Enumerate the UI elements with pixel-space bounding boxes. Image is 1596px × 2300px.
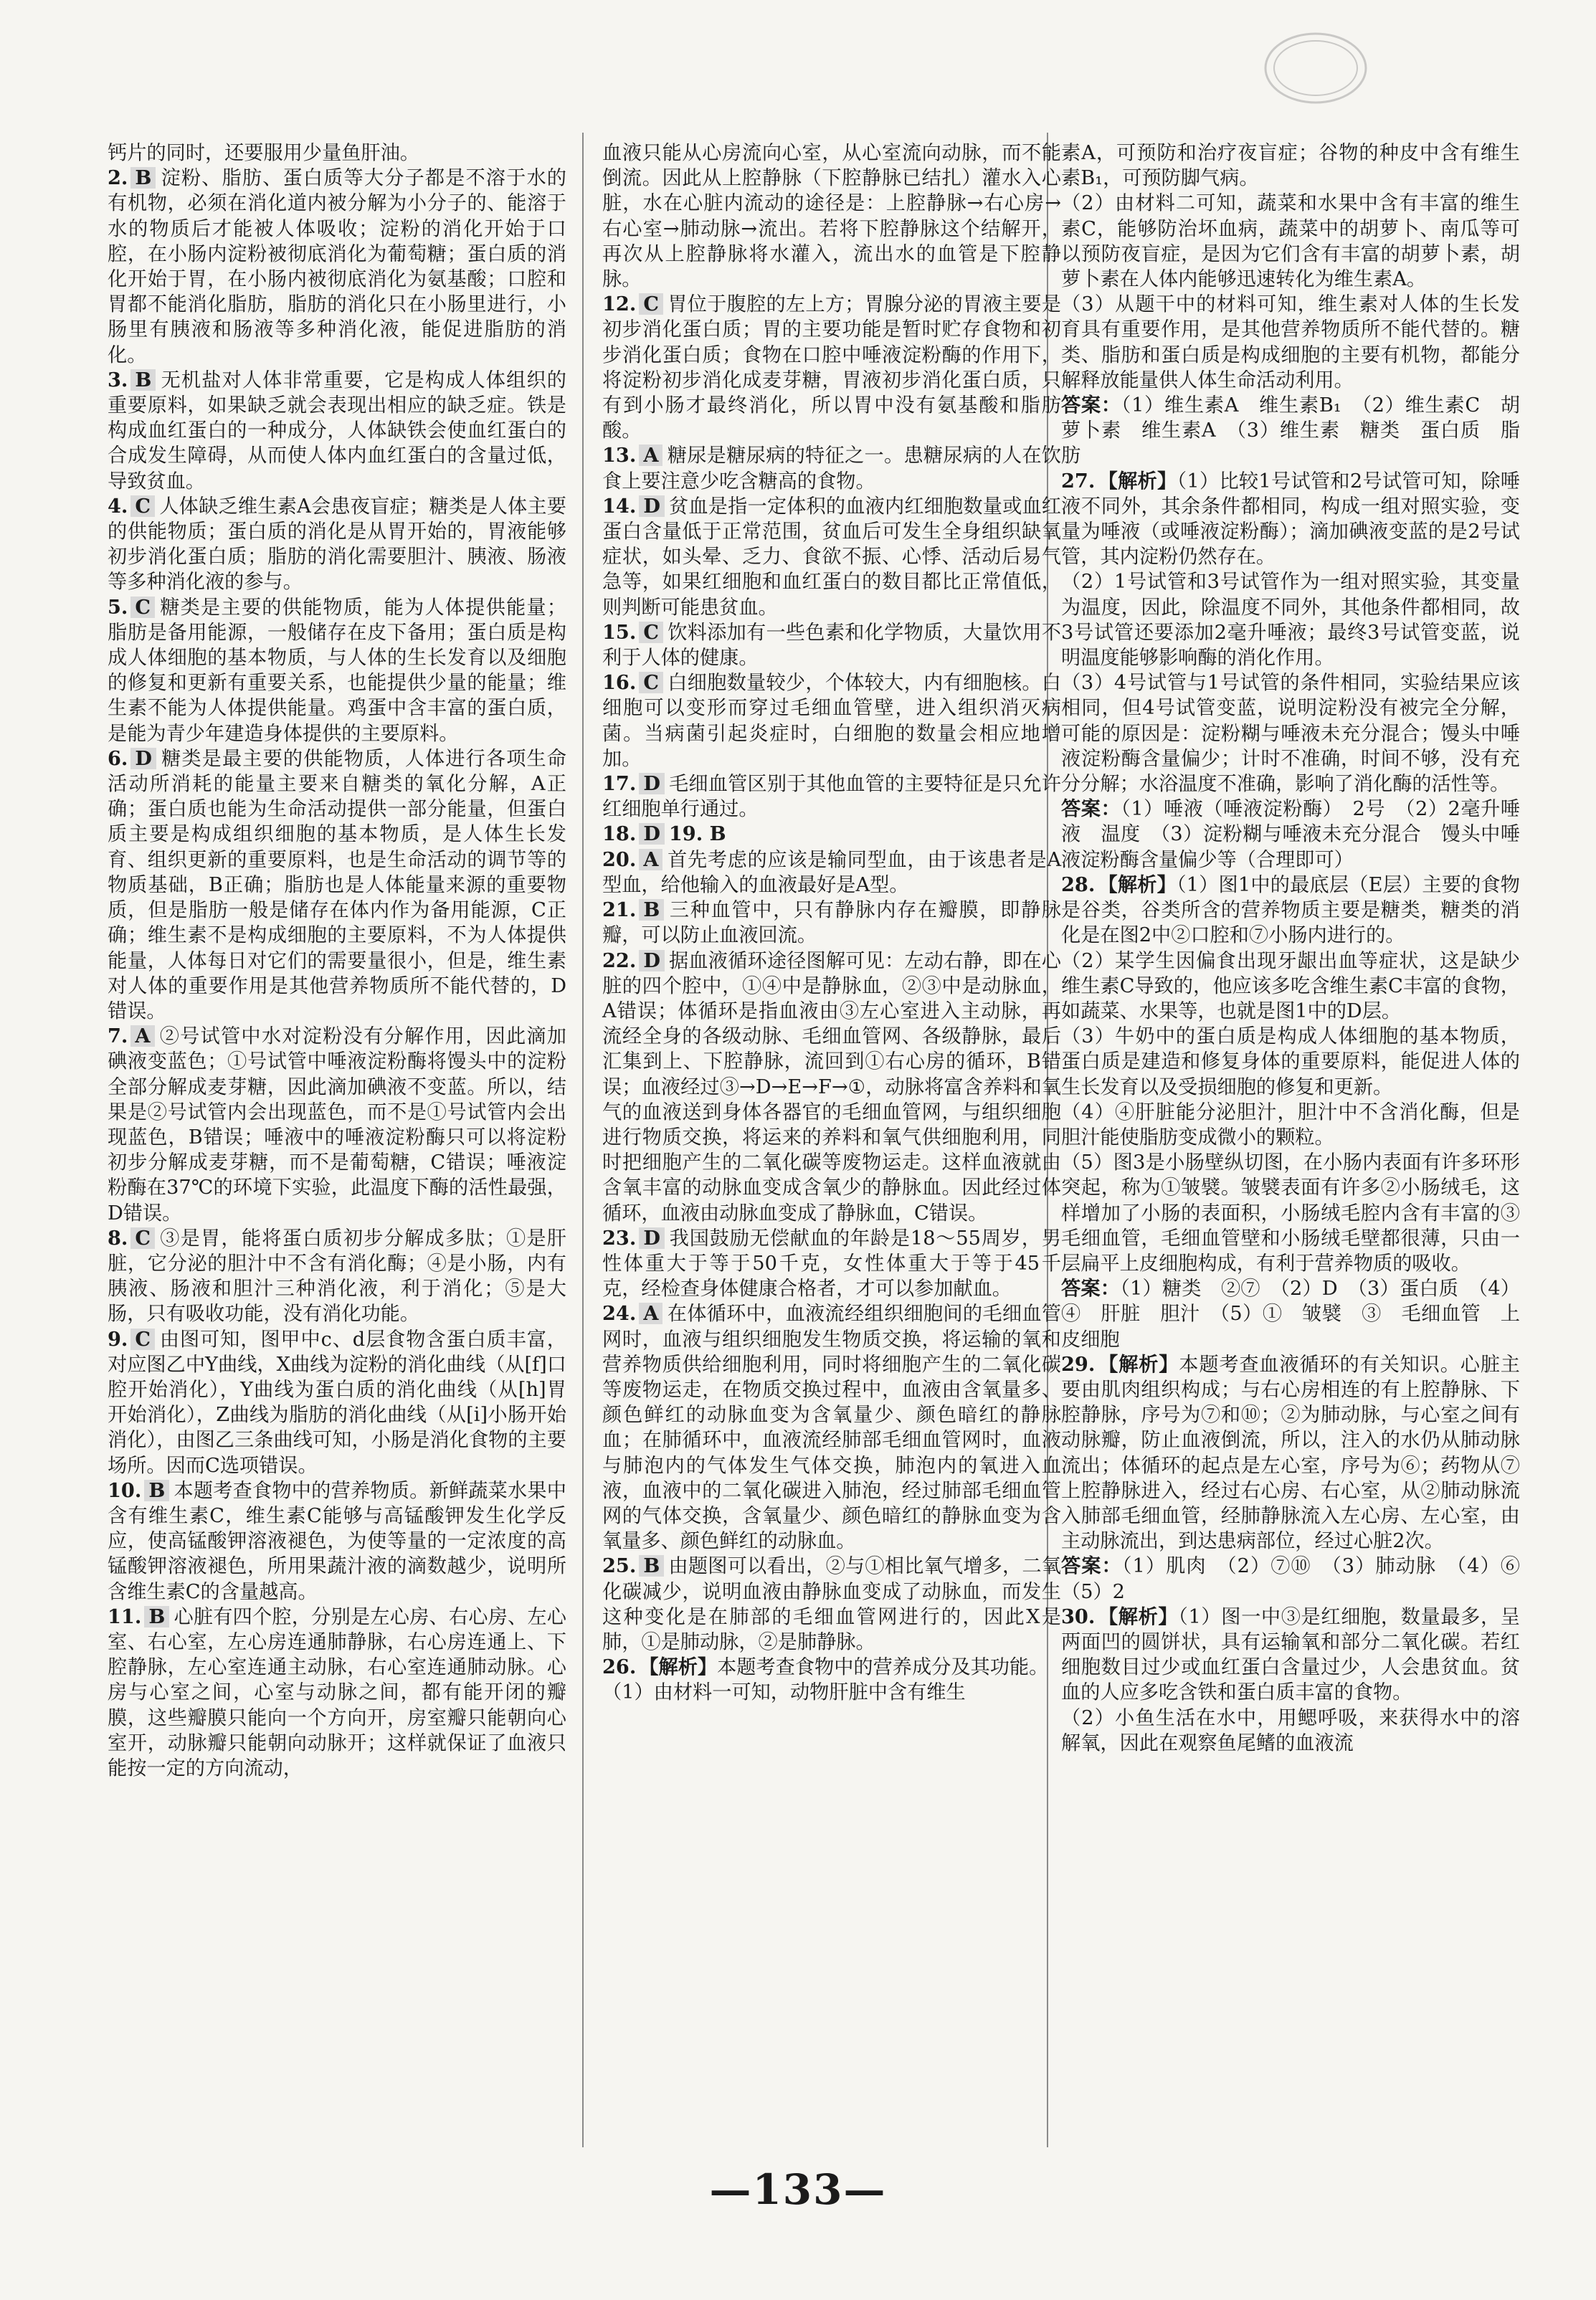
- answer-choice: A: [130, 1025, 154, 1047]
- column-2: [602, 141, 1061, 1706]
- answer-entry: [1061, 1706, 1520, 1756]
- answer-entry: [1061, 797, 1520, 873]
- answer-text: （1）糖类 ②⑦ （2）D （3）蛋白质 （4）④ 肝脏 胆汁 （5）① 皱襞 ③ 毛细血管 上皮细胞: [1061, 1278, 1520, 1351]
- answer-text: 本题考查食物中的营养成分及其功能。: [717, 1656, 1049, 1679]
- answer-text: 胃位于腹腔的左上方；胃腺分泌的胃液主要是初步消化蛋白质；胃的主要功能是暂时贮存食物和初步消化蛋白质；食物在口腔中唾液淀粉酶的作用下，将淀粉初步消化成麦芽糖，胃液初步消化蛋白质，只有到小肠才最终消化，所以胃中没有氨基酸和脂肪酸。: [602, 293, 1061, 442]
- question-number: 9.: [108, 1327, 128, 1351]
- answer-choice: D: [130, 748, 156, 769]
- answer-entry: [108, 1327, 566, 1478]
- answer-text: 据血液循环途径图解可见：左动右静，即在心脏的四个腔中，①④中是静脉血，②③中是动脉血，A错误；体循环是指血液由③左心室进入主动脉，再流经全身的各级动脉、毛细血管网、各级静脉，最后汇集到上、下腔静脉，流回到①右心房的循环，B错误；血液经过③→D→E→F→①，动脉将富含养料和氧气的血液送到身体各器官的毛细血管网，与组织细胞进行物质交换，将运来的养料和氧气供细胞利用，同时把细胞产生的二氧化碳等废物运走。这样血液就由含氧丰富的动脉血变成含氧少的静脉血。因此经过体循环，血液由动脉血变成了静脉血，C错误。: [602, 949, 1061, 1225]
- answer-text: （1）肌肉 （2）⑦⑩ （3）肺动脉 （4）⑥ （5）2: [1061, 1555, 1540, 1603]
- question-number: 11.: [108, 1605, 142, 1628]
- question-number: 5.: [108, 595, 128, 619]
- answer-entry: [602, 822, 1061, 847]
- answer-entry: [602, 847, 1061, 898]
- answer-text: 人体缺乏维生素A会患夜盲症；糖类是人体主要的供能物质；蛋白质的消化是从胃开始的，胃液能够初步消化蛋白质；脂肪的消化需要胆汁、胰液、肠液等多种消化液的参与。: [108, 495, 566, 594]
- answer-entry: [1061, 191, 1520, 292]
- answer-entry: [1061, 141, 1520, 191]
- question-number: 23.: [602, 1226, 637, 1250]
- answer-text: 糖类是主要的供能物质，能为人体提供能量；脂肪是备用能源，一般储存在皮下备用；蛋白质是构成人体细胞的基本物质，与人体的生长发育以及细胞的修复和更新有重要关系，也能提供少量的能量；维生素不能为人体提供能量。鸡蛋中含丰富的蛋白质，是能为青少年建造身体提供的主要原料。: [108, 596, 566, 745]
- answer-entry: [1061, 1100, 1520, 1150]
- answer-text: 淀粉、脂肪、蛋白质等大分子都是不溶于水的有机物，必须在消化道内被分解为小分子的、能溶于水的物质后才能被人体吸收；淀粉的消化开始于口腔，在小肠内淀粉被彻底消化为葡萄糖；蛋白质的消化开始于胃，在小肠内被彻底消化为氨基酸；口腔和胃都不能消化脂肪，脂肪的消化只在小肠里进行，小肠里有胰液和肠液等多种消化液，能促进脂肪的消化。: [108, 167, 566, 366]
- answer-choice: D: [639, 773, 665, 794]
- answer-entry: [602, 1301, 1061, 1554]
- answer-entry: [1061, 469, 1520, 570]
- answer-text: 无机盐对人体非常重要，它是构成人体组织的重要原料，如果缺乏就会表现出相应的缺乏症。铁是构成血红蛋白的一种成分，人体缺铁会使血红蛋白的合成发生障碍，从而使人体内血红蛋白的含量过低，导致贫血。: [108, 369, 566, 493]
- answer-text: （3）4号试管与1号试管的条件相同，实验结果应该相同，但4号试管变蓝，说明淀粉没有被完全分解，可能的原因是：淀粉糊与唾液未充分混合；馒头中唾液淀粉酶含量偏少；计时不准确，时间不够，没有充分分解；水浴温度不准确，影响了消化酶的活性等。: [1061, 672, 1520, 796]
- answer-text: 首先考虑的应该是输同型血，由于该患者是A型血，给他输入的血液最好是A型。: [602, 848, 1061, 896]
- answer-label: 【解析】: [639, 1655, 718, 1679]
- answer-text: ②号试管中水对淀粉没有分解作用，因此滴加碘液变蓝色；①号试管中唾液淀粉酶将馒头中的淀粉全部分解成麦芽糖，因此滴加碘液不变蓝。所以，结果是②号试管内会出现蓝色，而不是①号试管内会出现蓝色，B错误；唾液中的唾液淀粉酶只可以将淀粉初步分解成麦芽糖，而不是葡萄糖，C错误；唾液淀粉酶在37℃的环境下实验，此温度下酶的活性最强，D错误。: [108, 1025, 566, 1225]
- answer-entry: [108, 746, 566, 1024]
- answer-label: 【解析】: [1098, 1605, 1179, 1628]
- answer-entry: [602, 1554, 1061, 1655]
- answer-entry: [602, 443, 1061, 493]
- answer-choice: B: [639, 899, 664, 921]
- answer-entry: [1061, 1352, 1520, 1554]
- answer-entry: [1061, 873, 1520, 949]
- answer-entry: [602, 1680, 1061, 1705]
- answer-choice: B: [130, 369, 156, 391]
- question-number: 21.: [602, 898, 637, 922]
- page-number: —133—: [709, 2165, 887, 2214]
- answer-text: 我国鼓励无偿献血的年龄是18～55周岁，男性体重大于等于50千克，女性体重大于等于45千克，经检查身体健康合格者，才可以参加献血。: [602, 1227, 1061, 1301]
- answer-text: （3）牛奶中的蛋白质是构成人体细胞的基本物质，蛋白质是建造和修复身体的重要原料，能促进人体的生长发育以及受损细胞的修复和更新。: [1061, 1025, 1520, 1098]
- answer-entry: [602, 898, 1061, 948]
- answer-choice: D: [639, 1227, 665, 1249]
- answer-choice: B: [144, 1480, 169, 1501]
- answer-choice: A: [639, 445, 662, 466]
- stamp-watermark: [1262, 29, 1369, 108]
- answer-choice: D: [639, 823, 665, 845]
- answer-text: （1）比较1号试管和2号试管可知，除唾液不同外，其余条件都相同，构成一组对照实验，变量为唾液（或唾液淀粉酶）；滴加碘液变蓝的是2号试管，其内淀粉仍然存在。: [1061, 470, 1520, 569]
- answer-entry: [602, 949, 1061, 1226]
- answer-entry: [602, 771, 1061, 822]
- question-number: 13.: [602, 444, 637, 467]
- question-number: 7.: [108, 1025, 128, 1048]
- answer-text: 毛细血管区别于其他血管的主要特征是只允许红细胞单行通过。: [602, 773, 1061, 821]
- answer-label: 答案：: [1061, 1554, 1122, 1578]
- answer-choice: D: [639, 950, 665, 971]
- question-number: 27.: [1061, 469, 1096, 493]
- answer-text: 本题考查食物中的营养物质。新鲜蔬菜水果中含有维生素C，维生素C能够与高锰酸钾发生化学反应，使高锰酸钾溶液褪色，为使等量的一定浓度的高锰酸钾溶液褪色，所用果蔬汁液的滴数越少，说明所含维生素C的含量越高。: [108, 1479, 566, 1603]
- answer-text: （5）图3是小肠壁纵切图，在小肠内表面有许多环形突起，称为①皱襞。皱襞表面有许多②小肠绒毛，这样增加了小肠的表面积，小肠绒毛腔内含有丰富的③毛细血管，毛细血管壁和小肠绒毛壁都很薄，只由一层扁平上皮细胞构成，有利于营养物质的吸收。: [1061, 1151, 1520, 1275]
- answer-text: （4）④肝脏能分泌胆汁，胆汁中不含消化酶，但是胆汁能使脂肪变成微小的颗粒。: [1061, 1101, 1520, 1149]
- answer-entry: [1061, 1605, 1520, 1706]
- answer-choice: D: [639, 495, 665, 517]
- answer-text: 钙片的同时，还要服用少量鱼肝油。: [108, 142, 420, 164]
- answer-entry: [602, 292, 1061, 443]
- answer-choice: A: [639, 849, 662, 870]
- answer-text: 血液只能从心房流向心室，从心室流向动脉，而不能倒流。因此从上腔静脉（下腔静脉已结扎）灌水入心脏，水在心脏内流动的途径是：上腔静脉→右心房→右心室→肺动脉→流出。若将下腔静脉这个结解开，再次从上腔静脉将水灌入，流出水的血管是下腔静脉。: [602, 142, 1061, 291]
- answer-text: （1）图一中③是红细胞，数量最多，呈两面凹的圆饼状，具有运输氧和部分二氧化碳。若红细胞数目过少或血红蛋白含量过少，人会患贫血。贫血的人应多吃含铁和蛋白质丰富的食物。: [1061, 1605, 1520, 1704]
- answer-text: （1）维生素A 维生素B₁ （2）维生素C 胡萝卜素 维生素A （3）维生素 糖类 蛋白质 脂肪: [1061, 394, 1520, 467]
- answer-choice: C: [130, 1227, 155, 1249]
- question-number: 14.: [602, 494, 637, 518]
- answer-label: 【解析】: [1098, 469, 1177, 493]
- answer-label: 【解析】: [1098, 1352, 1179, 1376]
- question-number: 28.: [1061, 873, 1096, 896]
- answer-label: 答案：: [1061, 797, 1121, 821]
- question-number: 24.: [602, 1302, 637, 1326]
- answer-choice: A: [639, 1303, 662, 1324]
- column-divider-1: [582, 133, 584, 2147]
- answer-entry: [108, 141, 566, 166]
- question-number: 22.: [602, 949, 637, 972]
- answer-entry: [1061, 569, 1520, 670]
- answer-entry: [1061, 949, 1520, 1025]
- answer-entry: [602, 620, 1061, 670]
- answer-entry: [1061, 292, 1520, 393]
- question-number: 8.: [108, 1226, 128, 1250]
- answer-label: 答案：: [1061, 394, 1121, 417]
- answer-choice: B: [639, 1555, 664, 1577]
- question-number: 18.: [602, 822, 637, 846]
- answer-text: 糖类是最主要的供能物质，人体进行各项生命活动所消耗的能量主要来自糖类的氧化分解，A正确；蛋白质也能为生命活动提供一部分能量，但蛋白质主要是构成组织细胞的基本物质，是人体生长发育、组织更新的重要原料，也是生命活动的调节等的物质基础，B正确；脂肪也是人体能量来源的重要物质，但是脂肪一般是储存在体内作为备用能源，C正确；维生素不是构成细胞的主要原料，不为人体提供能量，人体每日对它们的需要量很小，但是，维生素对人体的重要作用是其他营养物质所不能代替的，D错误。: [108, 747, 566, 1022]
- answer-text: 在体循环中，血液流经组织细胞间的毛细血管网时，血液与组织细胞发生物质交换，将运输的氧和营养物质供给细胞利用，同时将细胞产生的二氧化碳等废物运走，在物质交换过程中，血液由含氧量多、颜色鲜红的动脉血变为含氧量少、颜色暗红的静脉血；在肺循环中，血液流经肺部毛细血管网时，血液与肺泡内的气体发生气体交换，肺泡内的氧进入血液，血液中的二氧化碳进入肺泡，经过肺部毛细血管网的气体交换，含氧量少、颜色暗红的静脉血变为含氧量多、颜色鲜红的动脉血。: [602, 1303, 1061, 1553]
- question-number: 17.: [602, 772, 637, 796]
- answer-text: （1）图1中的最底层（E层）主要的食物是谷类，谷类所含的营养物质主要是糖类，糖类的消化是在图2中②口腔和⑦小肠内进行的。: [1061, 873, 1520, 947]
- answer-text: 饮料添加有一些色素和化学物质，大量饮用不利于人体的健康。: [602, 621, 1061, 670]
- question-number: 30.: [1061, 1605, 1096, 1628]
- answer-choice: C: [130, 597, 155, 618]
- answer-text: 心脏有四个腔，分别是左心房、右心房、左心室、右心室，左心房连通肺静脉，右心房连通上、下腔静脉，左心室连通主动脉，右心室连通肺动脉。心房与心室之间，心室与动脉之间，都有能开闭的瓣膜，这些瓣膜只能向一个方向开，房室瓣只能朝向心室开，动脉瓣只能朝向动脉开；这样就保证了血液只能按一定的方向流动，: [108, 1605, 566, 1779]
- answer-entry: [602, 1226, 1061, 1302]
- answer-text: 19. B: [668, 822, 726, 846]
- question-number: 4.: [108, 494, 128, 518]
- answer-text: （2）某学生因偏食出现牙龈出血等症状，这是缺少维生素C导致的，他应该多吃含维生素C丰富的食物，如蔬菜、水果等，也就是图1中的D层。: [1061, 949, 1520, 1022]
- answer-entry: [108, 1024, 566, 1226]
- answer-entry: [108, 494, 566, 595]
- answer-entry: [1061, 1276, 1520, 1352]
- answer-choice: B: [130, 167, 156, 189]
- answer-text: 素A，可预防和治疗夜盲症；谷物的种皮中含有维生素B₁，可预防脚气病。: [1061, 142, 1520, 190]
- answer-entry: [602, 494, 1061, 620]
- question-number: 12.: [602, 293, 637, 316]
- answer-entry: [108, 1605, 566, 1781]
- question-number: 6.: [108, 746, 128, 770]
- column-1: [108, 141, 566, 1781]
- answer-text: 贫血是指一定体积的血液内红细胞数量或血红蛋白含量低于正常范围，贫血后可发生全身组织缺氧症状，如头晕、乏力、食欲不振、心悸、活动后易气急等，如果红细胞和血红蛋白的数目都比正常值低，则判断可能患贫血。: [602, 495, 1061, 619]
- answer-entry: [1061, 670, 1520, 797]
- answer-entry: [1061, 1150, 1520, 1276]
- answer-label: 答案：: [1061, 1277, 1121, 1301]
- answer-text: 由图可知，图甲中c、d层食物含蛋白质丰富，对应图乙中Y曲线，X曲线为淀粉的消化曲线（从[f]口腔开始消化），Y曲线为蛋白质的消化曲线（从[h]胃开始消化），Z曲线为脂肪的消化曲线（从[i]小肠开始消化），由图乙三条曲线可知，小肠是消化食物的主要场所。因而C选项错误。: [108, 1328, 566, 1477]
- answer-text: （2）1号试管和3号试管作为一组对照实验，其变量为温度，因此，除温度不同外，其他条件都相同，故3号试管还要添加2毫升唾液；最终3号试管变蓝，说明温度能够影响酶的消化作用。: [1061, 571, 1520, 670]
- answer-text: 由题图可以看出，②与①相比氧气增多，二氧化碳减少，说明血液由静脉血变成了动脉血，而发生这种变化是在肺部的毛细血管网进行的，因此X是肺，①是肺动脉，②是肺静脉。: [602, 1555, 1061, 1653]
- answer-entry: [602, 670, 1061, 771]
- question-number: 16.: [602, 671, 637, 695]
- question-number: 2.: [108, 166, 128, 190]
- answer-text: （1）唾液（唾液淀粉酶） 2号 （2）2毫升唾液 温度 （3）淀粉糊与唾液未充分混合 馒头中唾液淀粉酶含量偏少等（合理即可）: [1061, 798, 1520, 871]
- answer-entry: [108, 166, 566, 368]
- answer-text: （3）从题干中的材料可知，维生素对人体的生长发育具有重要作用，是其他营养物质所不能代替的。糖类、脂肪和蛋白质是构成细胞的主要有机物，都能分解释放能量供人体生命活动利用。: [1061, 293, 1520, 391]
- answer-choice: C: [639, 622, 663, 643]
- answer-text: （2）小鱼生活在水中，用鳃呼吸，来获得水中的溶解氧，因此在观察鱼尾鳍的血液流: [1061, 1706, 1520, 1754]
- answer-choice: C: [130, 1329, 155, 1350]
- answer-entry: [108, 595, 566, 746]
- answer-entry: [108, 1478, 566, 1605]
- answer-text: ③是胃，能将蛋白质初步分解成多肽；①是肝脏，它分泌的胆汁中不含有消化酶；④是小肠，内有胰液、肠液和胆汁三种消化液，利于消化；⑤是大肠，只有吸收功能，没有消化功能。: [108, 1227, 566, 1326]
- answer-entry: [108, 368, 566, 494]
- answer-choice: C: [639, 672, 663, 693]
- answer-text: 三种血管中，只有静脉内存在瓣膜，即静脉瓣，可以防止血液回流。: [602, 899, 1061, 947]
- answer-entry: [602, 141, 1061, 292]
- question-number: 20.: [602, 847, 637, 871]
- answer-label: 【解析】: [1098, 873, 1177, 896]
- question-number: 25.: [602, 1554, 637, 1578]
- answer-choice: C: [130, 495, 155, 517]
- answer-text: 本题考查血液循环的有关知识。心脏主要由肌肉组织构成；与右心房相连的有上腔静脉、下腔静脉，序号为⑦和⑩；②为肺动脉，与心室之间有动脉瓣，防止血液倒流，所以，注入的水仍从肺动脉流出；体循环的起点是左心室，序号为⑥；药物从⑦上腔静脉进入，经过右心房、右心室，从②肺动脉流入肺部毛细血管，经肺静脉流入左心房、左心室，由主动脉流出，到达患病部位，经过心脏2次。: [1061, 1353, 1520, 1553]
- answer-text: （1）由材料一可知，动物肝脏中含有维生: [602, 1681, 966, 1704]
- answer-entry: [108, 1226, 566, 1327]
- answer-entry: [1061, 1554, 1540, 1604]
- question-number: 26.: [602, 1655, 637, 1679]
- answer-entry: [602, 1655, 1061, 1680]
- question-number: 29.: [1061, 1352, 1096, 1376]
- answer-entry: [1061, 393, 1520, 469]
- answer-text: （2）由材料二可知，蔬菜和水果中含有丰富的维生素C，能够防治坏血病，蔬菜中的胡萝卜、南瓜等可以预防夜盲症，是因为它们含有丰富的胡萝卜素，胡萝卜素在人体内能够迅速转化为维生素A。: [1061, 192, 1520, 291]
- answer-text: 白细胞数量较少，个体较大，内有细胞核。白细胞可以变形而穿过毛细血管壁，进入组织消灭病菌。当病菌引起炎症时，白细胞的数量会相应地增加。: [602, 672, 1061, 770]
- question-number: 15.: [602, 620, 637, 644]
- answer-choice: C: [639, 293, 663, 315]
- question-number: 3.: [108, 368, 128, 391]
- answer-choice: B: [144, 1606, 169, 1627]
- column-3: [1061, 141, 1540, 1756]
- answer-entry: [1061, 1024, 1520, 1100]
- answer-text: 糖尿是糖尿病的特征之一。患糖尿病的人在饮食上要注意少吃含糖高的食物。: [602, 445, 1061, 493]
- question-number: 10.: [108, 1478, 142, 1502]
